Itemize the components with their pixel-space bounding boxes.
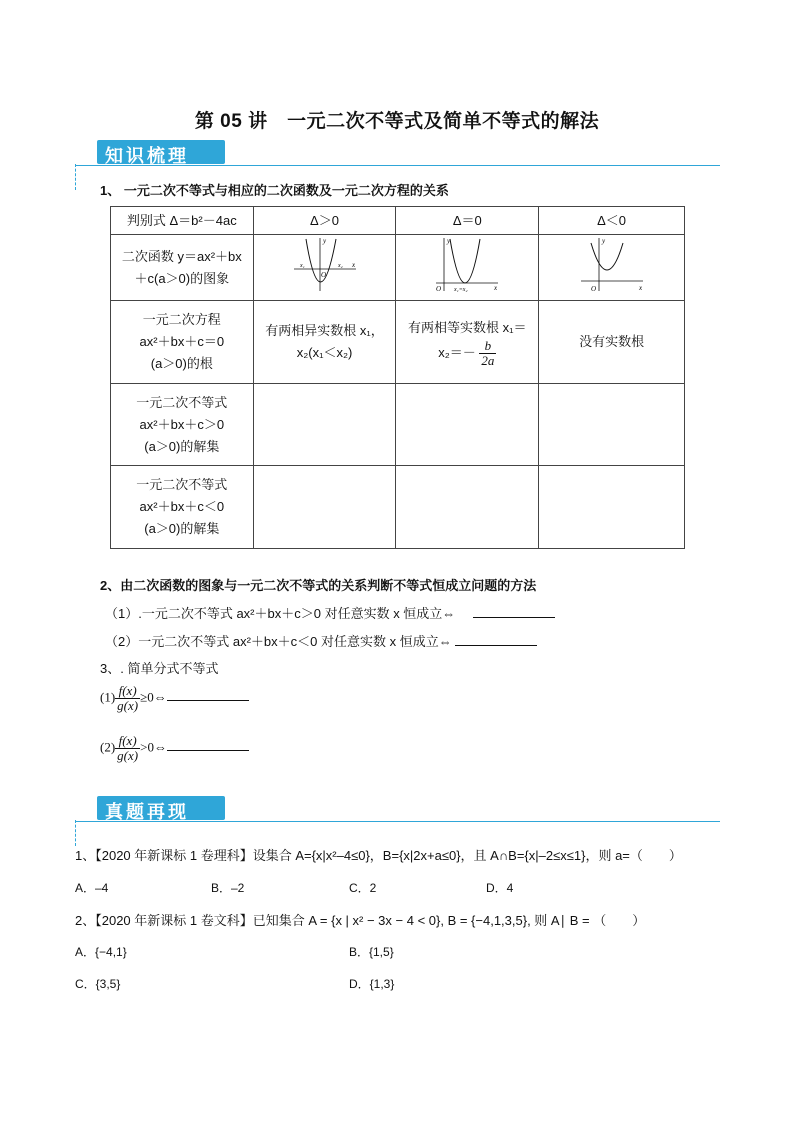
- axis-x-label: x: [494, 284, 498, 292]
- origin-label: O: [590, 285, 596, 293]
- row-ineq-lt-line3: (a＞0)的解集: [144, 521, 220, 536]
- roots-distinct-line2: x₂(x₁＜x₂): [296, 345, 353, 360]
- row-equation-label-line1: 一元二次方程: [142, 312, 221, 327]
- row-ineq-lt-line1: 一元二次不等式: [136, 477, 228, 492]
- root-x2-label: x₂: [337, 263, 343, 269]
- item-prefix: (2): [100, 739, 116, 755]
- fraction-numerator: f(x): [115, 684, 140, 699]
- point2-item1: [105, 603, 555, 622]
- point2-item2: [105, 631, 537, 650]
- section-label: 真题再现: [105, 802, 189, 822]
- graph-no-root: [539, 235, 685, 301]
- point2-item2-text: （2）一元二次不等式 ax²＋bx＋c＜0 对任意实数 x 恒成立⇔: [105, 634, 452, 649]
- roots-distinct: [253, 301, 396, 384]
- row-graph-label: [111, 235, 254, 301]
- blank-cell: [253, 384, 396, 466]
- q1-option-b: B．–2: [211, 881, 245, 895]
- row-equation-label-line2: ax²＋bx＋c＝0: [139, 334, 225, 349]
- fraction-f-over-g: [115, 734, 140, 763]
- fraction-denominator: g(x): [117, 748, 139, 763]
- fraction-ineq-2: [100, 734, 249, 763]
- axis-y-label: y: [447, 237, 451, 245]
- row-ineq-gt-line3: (a＞0)的解集: [144, 438, 220, 454]
- fraction-denominator: g(x): [117, 698, 139, 713]
- header-eq0: Δ＝0: [396, 207, 539, 235]
- axis-y-label: y: [322, 237, 326, 245]
- q2-option-a: A．{−4,1}: [75, 945, 127, 959]
- row-ineq-gt-line2: ax²＋bx＋c＞0: [139, 416, 225, 432]
- question-2: 2、【2020 年新课标 1 卷文科】已知集合 A = {x | x² − 3x − 4 < 0}, B = {−4,1,3,5}, 则 A∣ B = （ ）: [75, 913, 646, 928]
- answer-blank: [473, 606, 555, 618]
- answer-blank: [455, 634, 537, 646]
- row-equation-label-line3: (a＞0)的根: [150, 356, 213, 371]
- root-x1-label: x₁: [299, 263, 305, 269]
- fraction-denominator: 2a: [481, 352, 495, 368]
- double-root-label: x₁=x₂: [454, 287, 468, 293]
- answer-blank: [167, 739, 249, 751]
- roots-distinct-line1: 有两相异实数根 x₁，: [265, 323, 384, 338]
- point3-heading: 3、. 简单分式不等式: [100, 661, 219, 676]
- row-ineq-lt-label: [111, 466, 254, 549]
- q1-option-c: C．2: [349, 881, 377, 895]
- page-title: 第 05 讲 一元二次不等式及简单不等式的解法: [194, 111, 600, 132]
- fraction-numerator: f(x): [115, 734, 140, 749]
- fraction-b-over-2a: [479, 339, 496, 368]
- parabola-no-root-graph: [577, 235, 647, 293]
- graph-double-root: [396, 235, 539, 301]
- blank-cell: [396, 466, 539, 549]
- row-graph-label-line1: 二次函数 y＝ax²＋bx: [121, 248, 242, 264]
- parabola-two-roots-graph: [290, 235, 360, 293]
- q2-option-c: C．{3,5}: [75, 977, 121, 991]
- origin-label: O: [436, 285, 442, 293]
- graph-two-roots: [253, 235, 396, 301]
- roots-equal: [396, 301, 539, 384]
- q2-option-b: B．{1,5}: [349, 945, 394, 959]
- section-label: 知识梳理: [105, 146, 189, 166]
- point2-heading: 2、由二次函数的图象与一元二次不等式的关系判断不等式恒成立问题的方法: [100, 578, 537, 593]
- row-ineq-gt-label: [111, 384, 254, 466]
- fraction-f-over-g: [115, 684, 140, 713]
- roots-none: 没有实数根: [539, 301, 685, 384]
- roots-equal-prefix: x₂＝－: [438, 344, 476, 360]
- item-operator: ≥0⇔: [140, 689, 167, 705]
- header-discriminant: 判别式 Δ＝b²－4ac: [111, 207, 254, 235]
- blank-cell: [539, 466, 685, 549]
- item-operator: >0⇔: [140, 739, 167, 755]
- section-banner-exam: [75, 796, 720, 822]
- fraction-ineq-1: [100, 684, 249, 713]
- q1-option-a: A．–4: [75, 881, 109, 895]
- q1-option-d: D．4: [486, 881, 514, 895]
- roots-equal-line1: 有两相等实数根 x₁＝: [408, 319, 527, 335]
- q2-option-d: D．{1,3}: [349, 977, 395, 991]
- roots-equal-line2: [400, 339, 534, 368]
- answer-blank: [167, 689, 249, 701]
- item-prefix: (1): [100, 689, 116, 705]
- row-graph-label-line2: ＋c(a＞0)的图象: [134, 270, 230, 286]
- axis-x-label: x: [638, 284, 642, 292]
- section-banner-knowledge: [75, 140, 720, 166]
- row-ineq-lt-line2: ax²＋bx＋c＜0: [139, 499, 225, 514]
- row-equation-label: [111, 301, 254, 384]
- parabola-double-root-graph: [432, 235, 502, 293]
- point1-heading: 1、 一元二次不等式与相应的二次函数及一元二次方程的关系: [100, 183, 449, 198]
- relation-table: [110, 206, 685, 549]
- row-ineq-gt-line1: 一元二次不等式: [136, 394, 228, 410]
- header-gt0: Δ＞0: [253, 207, 396, 235]
- point2-item1-text: （1）.一元二次不等式 ax²＋bx＋c＞0 对任意实数 x 恒成立⇔: [105, 606, 456, 621]
- question-1: 1、【2020 年新课标 1 卷理科】设集合 A={x|x²–4≤0}，B={x|2x+a≤0}，且 A∩B={x|–2≤x≤1}，则 a=（ ）: [75, 848, 682, 863]
- blank-cell: [253, 466, 396, 549]
- blank-cell: [539, 384, 685, 466]
- axis-x-label: x: [351, 261, 355, 269]
- axis-y-label: y: [601, 237, 605, 245]
- header-lt0: Δ＜0: [539, 207, 685, 235]
- fraction-numerator: b: [479, 339, 496, 354]
- origin-label: O: [320, 271, 326, 279]
- blank-cell: [396, 384, 539, 466]
